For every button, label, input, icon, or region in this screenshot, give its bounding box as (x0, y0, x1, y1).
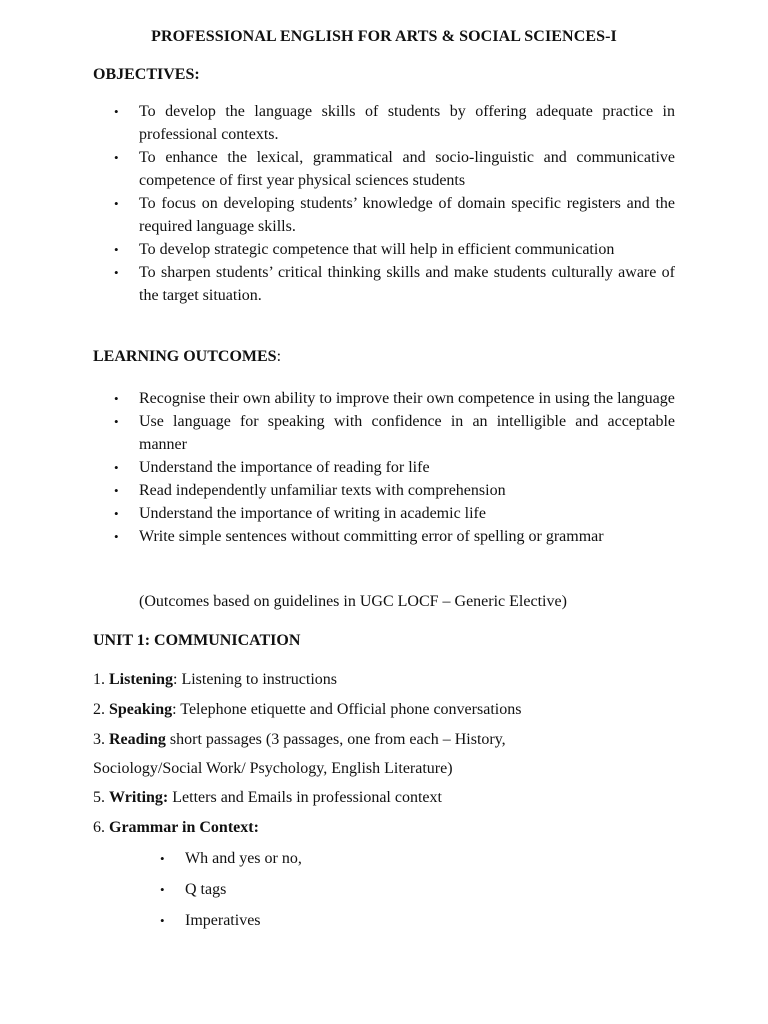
list-item: • Understand the importance of writing in academic life (112, 502, 675, 525)
bullet-icon: • (114, 391, 119, 406)
unit1-line-reading-cont: Sociology/Social Work/ Psychology, English Literature) (93, 760, 453, 777)
objectives-heading: OBJECTIVES: (93, 66, 200, 83)
list-item: • To sharpen students’ critical thinking skills and make students culturally aware of the target situation. (112, 261, 675, 307)
unit1-line-writing: 5. Writing: Letters and Emails in professional context (93, 789, 442, 806)
list-item: • To develop strategic competence that will help in efficient communication (112, 238, 675, 261)
unit1-line-listening: 1. Listening: Listening to instructions (93, 671, 338, 688)
list-item: • To focus on developing students’ knowledge of domain specific registers and the required language skills. (112, 192, 675, 238)
bullet-icon: • (114, 506, 119, 521)
bullet-icon: • (114, 242, 119, 257)
bullet-icon: • (114, 414, 119, 429)
bullet-icon: • (114, 460, 119, 475)
bullet-icon: • (114, 196, 119, 211)
bullet-icon: • (114, 150, 119, 165)
objectives-list (112, 100, 675, 307)
bullet-icon: • (160, 882, 165, 897)
document-title: PROFESSIONAL ENGLISH FOR ARTS & SOCIAL SCIENCES-I (151, 28, 617, 45)
unit1-line-reading: 3. Reading short passages (3 passages, one from each – History, (93, 731, 506, 748)
learning-outcomes-list (112, 387, 675, 548)
list-item: • Recognise their own ability to improve their own competence in using the language (112, 387, 675, 410)
list-item: • Imperatives (160, 912, 261, 929)
list-item: • Read independently unfamiliar texts with comprehension (112, 479, 675, 502)
list-item: • To develop the language skills of students by offering adequate practice in professional contexts. (112, 100, 675, 146)
list-item: • Write simple sentences without committing error of spelling or grammar (112, 525, 675, 548)
bullet-icon: • (160, 913, 165, 928)
bullet-icon: • (114, 104, 119, 119)
list-item: • Q tags (160, 881, 227, 898)
learning-outcomes-heading: LEARNING OUTCOMES: (93, 348, 282, 365)
list-item: • Understand the importance of reading for life (112, 456, 675, 479)
unit1-line-speaking: 2. Speaking: Telephone etiquette and Official phone conversations (93, 701, 522, 718)
outcomes-note: (Outcomes based on guidelines in UGC LOCF – Generic Elective) (139, 593, 567, 610)
bullet-icon: • (160, 851, 165, 866)
list-item: • Use language for speaking with confidence in an intelligible and acceptable manner (112, 410, 675, 456)
list-item: • Wh and yes or no, (160, 850, 302, 867)
bullet-icon: • (114, 483, 119, 498)
grammar-list (160, 849, 302, 942)
unit1-line-grammar: 6. Grammar in Context: (93, 819, 259, 836)
bullet-icon: • (114, 529, 119, 544)
unit1-heading: UNIT 1: COMMUNICATION (93, 632, 301, 649)
bullet-icon: • (114, 265, 119, 280)
list-item: • To enhance the lexical, grammatical and socio-linguistic and communicative competence of first year physical sciences students (112, 146, 675, 192)
